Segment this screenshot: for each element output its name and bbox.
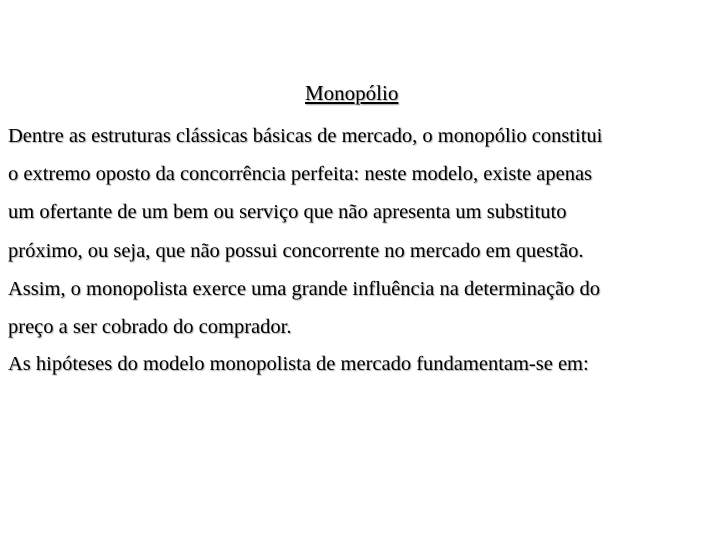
paragraph-line: um ofertante de um bem ou serviço que não apresenta um substituto — [8, 201, 567, 224]
paragraph-line: preço a ser cobrado do comprador. — [8, 316, 292, 339]
paragraph-line: Dentre as estruturas clássicas básicas de mercado, o monopólio constitui — [8, 125, 603, 147]
intro-paragraph — [8, 117, 708, 346]
paragraph-line: Assim, o monopolista exerce uma grande influência na determinação do — [8, 277, 601, 300]
hypotheses-paragraph — [8, 345, 708, 383]
paragraph-line: As hipóteses do modelo monopolista de mercado fundamentam-se em: — [8, 353, 589, 375]
paragraph-line: o extremo oposto da concorrência perfeita: neste modelo, existe apenas — [8, 163, 593, 186]
slide-title: Monopólio — [305, 81, 399, 105]
paragraph-line: próximo, ou seja, que não possui concorrente no mercado em questão. — [8, 239, 584, 262]
